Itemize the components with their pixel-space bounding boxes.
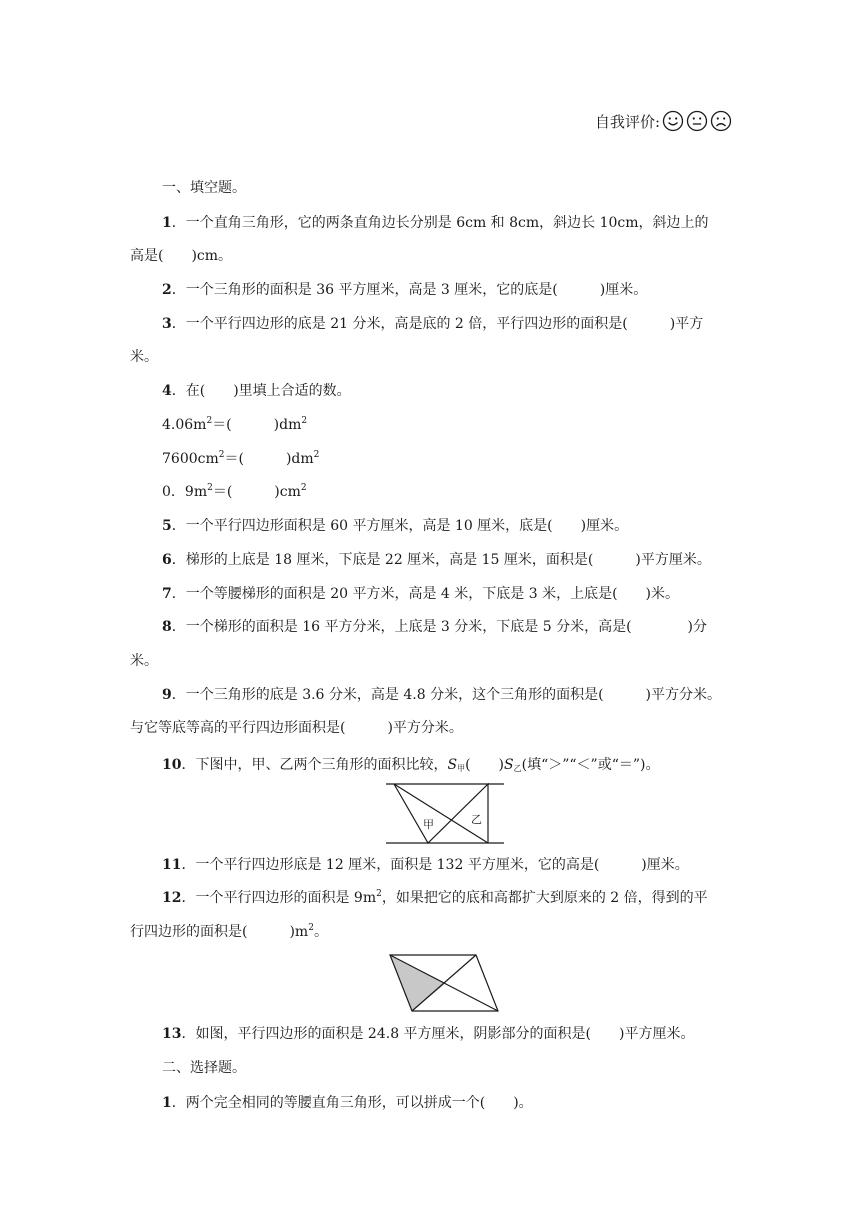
question-text: ．梯形的上底是 18 厘米，下底是 22 厘米，高是 15 厘米，面积是( )平方厘米。 (171, 552, 711, 568)
question-text: ．一个直角三角形，它的两条直角边长分别是 6cm 和 8cm，斜边长 10cm，斜边上的 (171, 215, 709, 231)
section-heading-fill: 一、填空题。 (162, 180, 246, 196)
question-number: 12 (162, 890, 182, 906)
question-number: 3 (162, 316, 172, 332)
neutral-face-icon[interactable] (686, 110, 708, 132)
choice-question-1 (162, 1093, 732, 1113)
question-text: ．在( )里填上合适的数。 (171, 383, 351, 399)
question-13 (162, 1024, 732, 1044)
question-number: 2 (162, 282, 172, 298)
question-text: ．一个平行四边形面积是 60 平方厘米，高是 10 厘米，底是( )厘米。 (171, 518, 629, 534)
question-10: 10．下图中，甲、乙两个三角形的面积比较，$S_甲$( )$S_乙$(填“＞”“＜”或“＝”)。 (162, 757, 660, 773)
question-8-line2: 米。 (130, 653, 158, 669)
question-1-line1 (162, 213, 732, 233)
question-text: ．一个平行四边形的底是 21 分米，高是底的 2 倍，平行四边形的面积是( )平方 (171, 316, 704, 332)
section-heading-choice: 二、选择题。 (162, 1060, 246, 1076)
label-jia: 甲 (423, 818, 434, 831)
question-text: ．如图，平行四边形的面积是 24.8 平方厘米，阴影部分的面积是( )平方厘米。 (181, 1026, 695, 1042)
question-3-line1 (162, 314, 732, 334)
question-4-item-3: 0．$9m^2=$( )$cm^2$ (162, 483, 307, 500)
figure-triangles-between-parallels (384, 783, 506, 845)
question-9-line2: 与它等底等高的平行四边形面积是( )平方分米。 (130, 720, 463, 736)
question-number: 5 (162, 518, 172, 534)
figure-shaded-parallelogram (388, 953, 500, 1013)
question-number: 1 (162, 1095, 172, 1111)
question-number: 8 (162, 619, 172, 635)
question-text: ．一个三角形的底是 3.6 分米，高是 4.8 分米，这个三角形的面积是( )平方分米。 (171, 687, 722, 703)
question-4-item-1: $4.06m^2=$( )$dm^2$ (162, 416, 308, 433)
question-number: 1 (162, 215, 172, 231)
question-1-line2: 高是( )cm。 (130, 248, 233, 264)
smiley-face-icon[interactable] (662, 110, 684, 132)
question-number: 11 (162, 857, 182, 873)
question-6 (162, 550, 732, 570)
question-number: 13 (162, 1026, 182, 1042)
question-number: 6 (162, 552, 172, 568)
question-8-line1 (162, 617, 732, 637)
question-2 (162, 280, 732, 300)
question-number: 10 (162, 757, 182, 773)
self-eval-label: 自我评价: (594, 112, 660, 131)
label-yi: 乙 (471, 813, 482, 826)
question-text: ．一个平行四边形底是 12 厘米，面积是 132 平方厘米，它的高是( )厘米。 (181, 857, 689, 873)
question-number: 4 (162, 383, 172, 399)
question-9-line1 (162, 685, 732, 705)
question-12-line1: 12．一个平行四边形的面积是 $9m^2$，如果把它的底和高都扩大到原来的 2 倍，得到的平 (162, 889, 708, 906)
question-text: ．一个梯形的面积是 16 平方分米，上底是 3 分米，下底是 5 分米，高是( )分 (171, 619, 708, 635)
question-4-item-2: $7600cm^2=$( )$dm^2$ (162, 450, 320, 467)
question-12-line2: 行四边形的面积是( )$m^2$。 (130, 923, 328, 940)
question-4 (162, 381, 732, 401)
sad-face-icon[interactable] (710, 110, 732, 132)
question-text: ．两个完全相同的等腰直角三角形，可以拼成一个( )。 (171, 1095, 533, 1111)
question-number: 7 (162, 586, 172, 602)
question-text: ．一个等腰梯形的面积是 20 平方米，高是 4 米，下底是 3 米，上底是( )米。 (171, 586, 680, 602)
question-text: ．一个三角形的面积是 36 平方厘米，高是 3 厘米，它的底是( )厘米。 (171, 282, 648, 298)
question-3-line2: 米。 (130, 349, 158, 365)
self-evaluation (595, 110, 732, 132)
question-number: 9 (162, 687, 172, 703)
question-11 (162, 855, 732, 875)
question-7 (162, 584, 732, 604)
question-5 (162, 516, 732, 536)
